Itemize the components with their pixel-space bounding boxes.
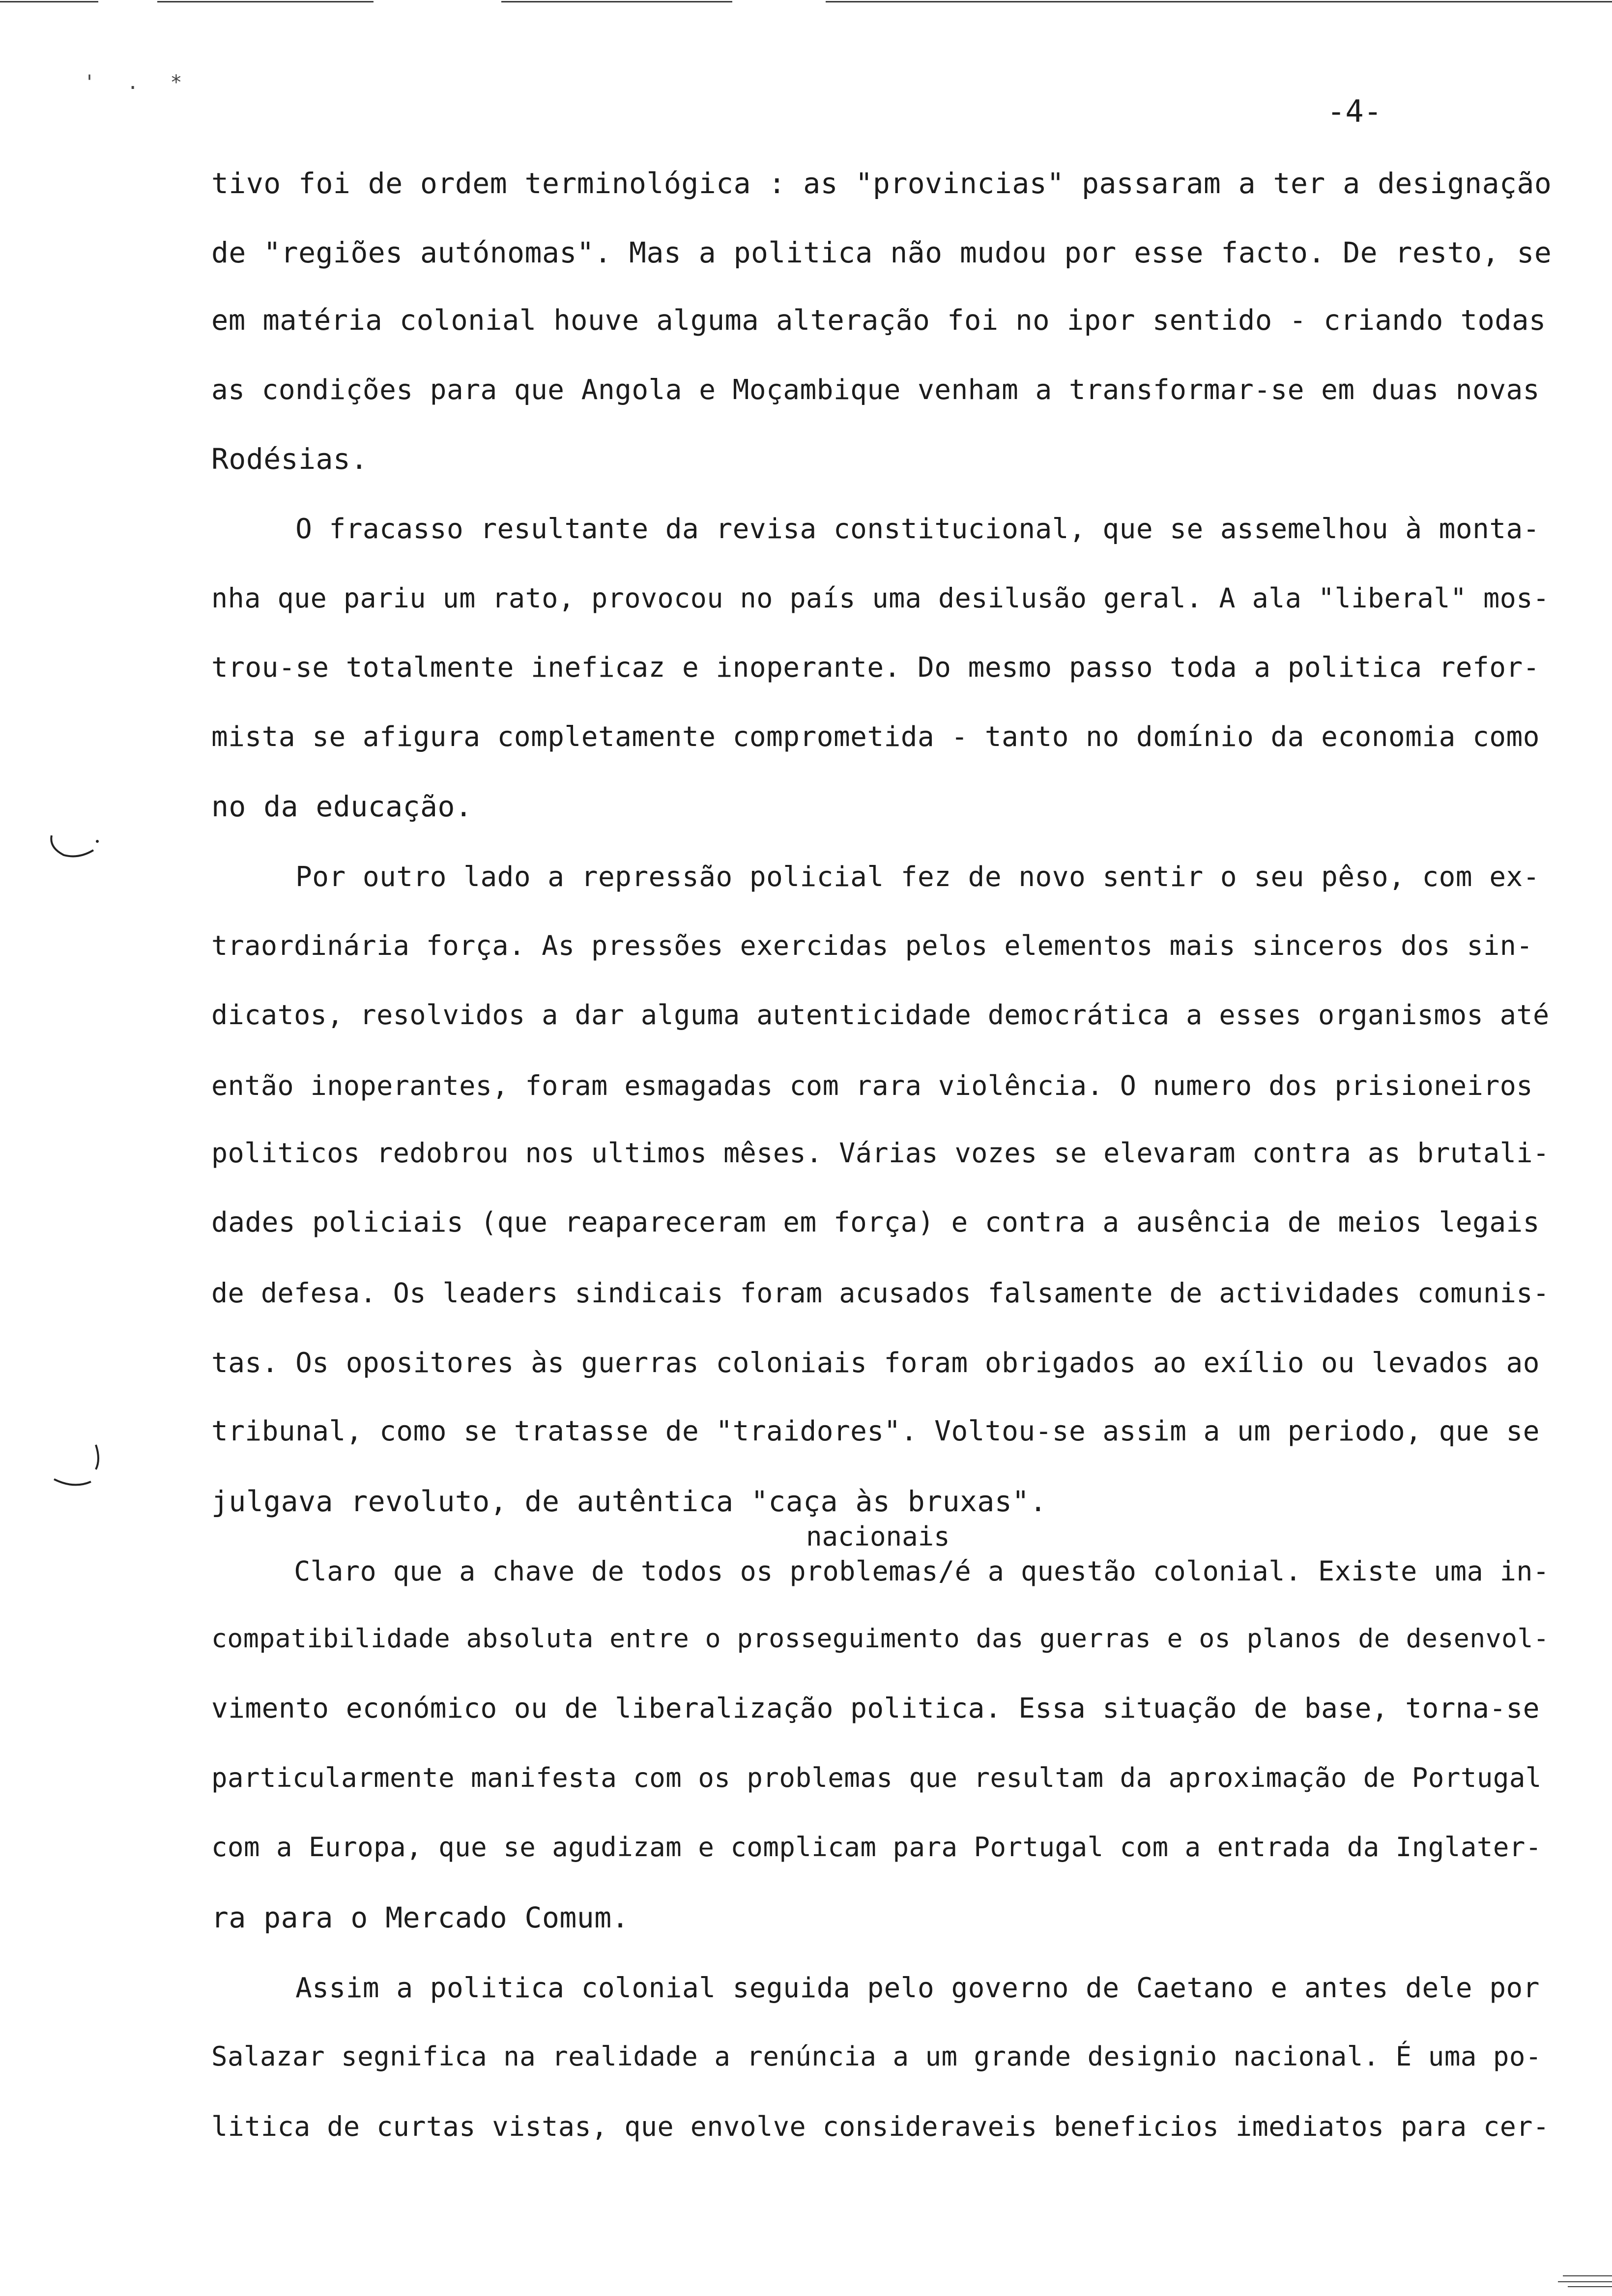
text-line: em matéria colonial houve alguma alteração foi no ipor sentido - criando todas (211, 304, 1546, 337)
interlinear-insert: nacionais (806, 1521, 950, 1552)
margin-mark-lower (49, 1440, 103, 1499)
text-line: ra para o Mercado Comum. (211, 1901, 630, 1934)
text-line: com a Europa, que se agudizam e complicam para Portugal com a entrada da Inglater- (211, 1832, 1542, 1863)
text-line: compatibilidade absoluta entre o prosseguimento das guerras e os planos de desenvol- (211, 1624, 1550, 1654)
text-line: julgava revoluto, de autêntica "caça às bruxas". (211, 1485, 1047, 1518)
text-line: de defesa. Os leaders sindicais foram acusados falsamente de actividades comunis- (211, 1277, 1550, 1309)
text-line: Por outro lado a repressão policial fez de novo sentir o seu pêso, com ex- (211, 861, 1540, 893)
text-line: tas. Os opositores às guerras coloniais foram obrigados ao exílio ou levados ao (211, 1347, 1540, 1379)
text-line: Claro que a chave de todos os problemas/é a questão colonial. Existe uma in- (211, 1555, 1550, 1587)
text-line: tivo foi de ordem terminológica : as "provincias" passaram a ter a designação (211, 167, 1552, 200)
page-number: -4- (1327, 93, 1382, 129)
top-rule-mid-b (501, 1, 732, 2)
corner-marks: ' . * (84, 71, 192, 94)
bottom-rule-c (1568, 2286, 1612, 2287)
text-line: dicatos, resolvidos a dar alguma autenticidade democrática a esses organismos até (211, 999, 1550, 1031)
text-line: politicos redobrou nos ultimos mêses. Várias vozes se elevaram contra as brutali- (211, 1137, 1550, 1169)
text-line: Salazar segnifica na realidade a renúncia a um grande designio nacional. É uma po- (211, 2041, 1542, 2072)
text-line: mista se afigura completamente comprometida - tanto no domínio da economia como (211, 721, 1540, 753)
text-line: traordinária força. As pressões exercidas pelos elementos mais sinceros dos sin- (211, 930, 1533, 961)
text-line: Rodésias. (211, 442, 368, 476)
text-line: de "regiões autónomas". Mas a politica não mudou por esse facto. De resto, se (211, 236, 1552, 269)
text-line: nha que pariu um rato, provocou no país uma desilusão geral. A ala "liberal" mos- (211, 582, 1550, 614)
text-line: O fracasso resultante da revisa constitucional, que se assemelhou à monta- (211, 513, 1540, 545)
text-line: particularmente manifesta com os problemas que resultam da aproximação de Portugal (211, 1762, 1542, 1793)
margin-mark-upper (44, 831, 103, 870)
text-line: no da educação. (211, 790, 473, 823)
text-line: trou-se totalmente ineficaz e inoperante. Do mesmo passo toda a politica refor- (211, 652, 1540, 684)
top-rule-left (0, 1, 98, 2)
text-line: vimento económico ou de liberalização politica. Essa situação de base, torna-se (211, 1693, 1540, 1724)
top-rule-mid-a (157, 1, 374, 2)
text-line: então inoperantes, foram esmagadas com rara violência. O numero dos prisioneiros (211, 1070, 1533, 1101)
top-rule-right (826, 1, 1612, 2)
text-line: Assim a politica colonial seguida pelo governo de Caetano e antes dele por (211, 1972, 1540, 2004)
bottom-rule-a (1563, 2275, 1612, 2276)
text-line: tribunal, como se tratasse de "traidores". Voltou-se assim a um periodo, que se (211, 1415, 1540, 1447)
text-line: litica de curtas vistas, que envolve consideraveis beneficios imediatos para cer- (211, 2111, 1550, 2142)
bottom-rule-b (1558, 2281, 1612, 2282)
text-line: as condições para que Angola e Moçambique venham a transformar-se em duas novas (211, 374, 1540, 406)
text-line: dades policiais (que reapareceram em força) e contra a ausência de meios legais (211, 1206, 1540, 1238)
